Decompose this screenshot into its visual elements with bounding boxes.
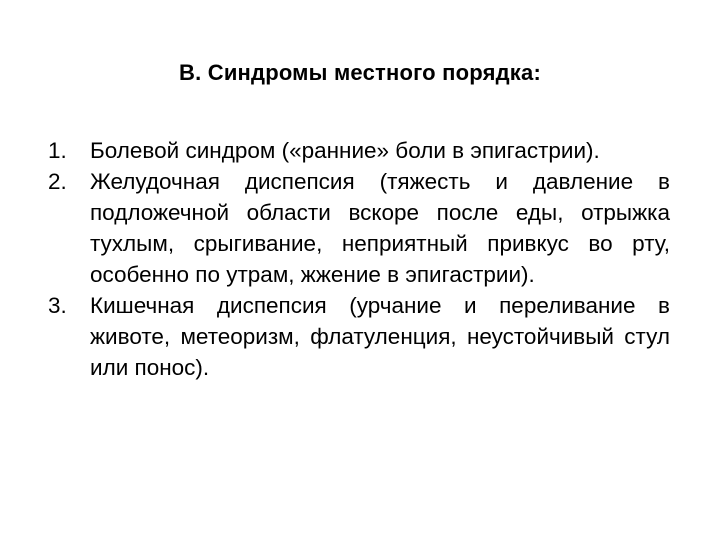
list-item-number: 2. [48, 169, 67, 194]
syndrome-list [48, 135, 670, 383]
list-item-number: 1. [48, 138, 67, 163]
list-item-text: Желудочная диспепсия (тяжесть и давление в подложечной области вскоре после еды, отрыжка тухлым, срыгивание, неприятный привкус во рту, особенно по утрам, жжение в эпигастрии). [90, 169, 670, 287]
list-item-text: Кишечная диспепсия (урчание и переливание в животе, метеоризм, флатуленция, неустойчивый стул или понос). [90, 293, 670, 380]
slide-title: В. Синдромы местного порядка: [179, 60, 541, 85]
list-item-text: Болевой синдром («ранние» боли в эпигастрии). [90, 138, 600, 163]
list-item [48, 166, 670, 290]
list-item [48, 135, 670, 166]
list-item [48, 290, 670, 383]
list-item-number: 3. [48, 293, 67, 318]
